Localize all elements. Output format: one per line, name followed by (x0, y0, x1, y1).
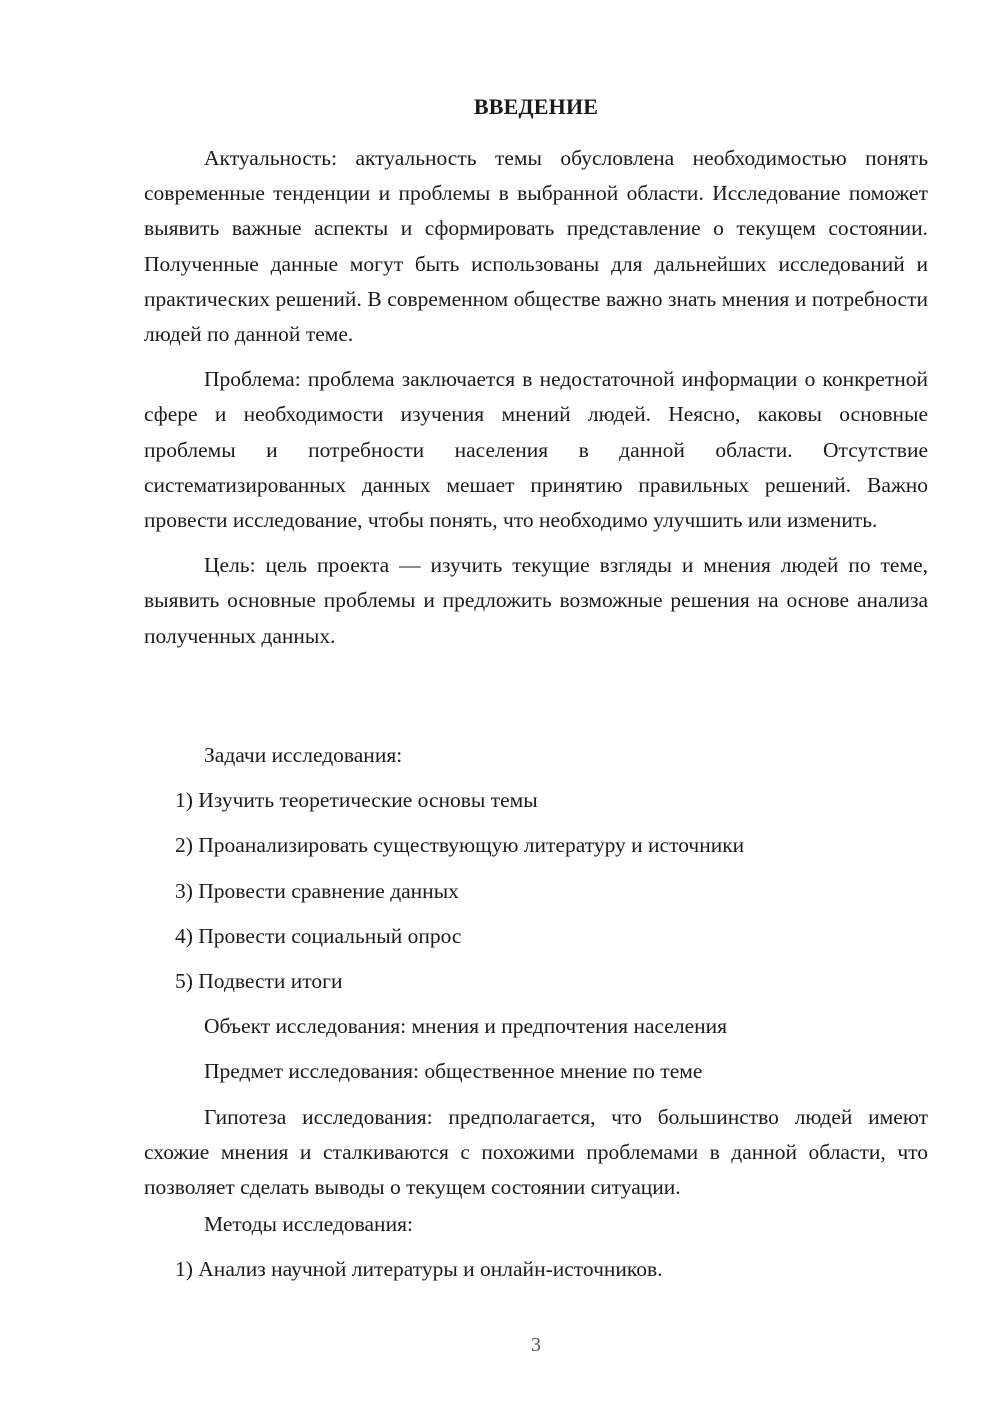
research-subject: Предмет исследования: общественное мнение по теме (204, 1059, 703, 1084)
hypothesis-block (144, 1100, 928, 1206)
goal-paragraph: Цель: цель проекта — изучить текущие взгляды и мнения людей по теме, выявить основные проблемы и предложить возможные решения на основе анализа полученных данных. (144, 553, 928, 648)
methods-block (144, 1207, 928, 1297)
task-item: 5) Подвести итоги (175, 968, 343, 993)
tasks-block (144, 738, 928, 1100)
research-object: Объект исследования: мнения и предпочтения населения (204, 1014, 728, 1039)
task-item: 4) Провести социальный опрос (175, 923, 462, 948)
hypothesis-paragraph: Гипотеза исследования: предполагается, что большинство людей имеют схожие мнения и сталкиваются с похожими проблемами в данной области, что позволяет сделать выводы о текущем состоянии ситуации. (144, 1105, 928, 1200)
task-item: 3) Провести сравнение данных (175, 878, 459, 903)
method-item: 1) Анализ научной литературы и онлайн-источников. (175, 1257, 663, 1282)
problem-paragraph: Проблема: проблема заключается в недостаточной информации о конкретной сфере и необходимости изучения мнений людей. Неясно, каковы основные проблемы и потребности населения в данной области. Отсутствие систематизированных данных мешает принятию правильных решений. Важно провести исследование, чтобы понять, что необходимо улучшить или изменить. (144, 367, 928, 533)
relevance-paragraph: Актуальность: актуальность темы обусловлена необходимостью понять современные тенденции и проблемы в выбранной области. Исследование поможет выявить важные аспекты и сформировать представление о текущем состоянии. Полученные данные могут быть использованы для дальнейших исследований и практических решений. В современном обществе важно знать мнения и потребности людей по данной теме. (144, 146, 928, 347)
tasks-title: Задачи исследования: (204, 743, 403, 767)
methods-title: Методы исследования: (204, 1212, 413, 1236)
task-item: 1) Изучить теоретические основы темы (175, 788, 538, 813)
page-number: 3 (531, 1334, 541, 1356)
task-item: 2) Проанализировать существующую литературу и источники (175, 833, 745, 858)
section-heading: ВВЕДЕНИЕ (473, 94, 599, 119)
text-body (144, 141, 928, 664)
